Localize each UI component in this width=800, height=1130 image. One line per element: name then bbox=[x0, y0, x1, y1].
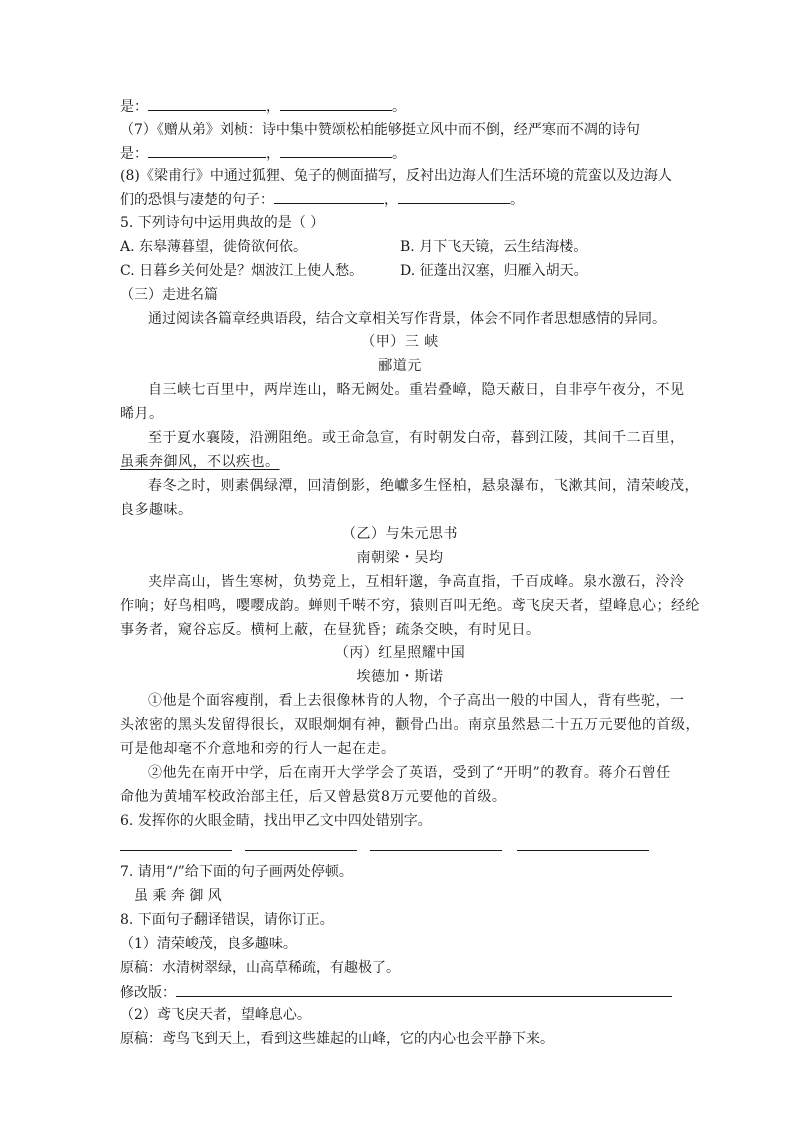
text: 是： bbox=[120, 146, 148, 162]
passage-yi-para: 夹岸高山，皆生寒树，负势竞上，互相轩邈，争高直指，千百成峰。泉水激石，泠泠 bbox=[148, 574, 685, 590]
text: 修改版： bbox=[120, 985, 176, 1001]
text: 。 bbox=[392, 146, 406, 162]
passage-jia-title: （甲）三 峡 bbox=[361, 334, 439, 350]
text: 。 bbox=[510, 192, 524, 208]
option-c: C. 日暮乡关何处是？烟波江上使人愁。 bbox=[120, 263, 364, 279]
question-7: （7）《赠从弟》刘桢：诗中集中赞颂松柏能够挺立风中而不倒，经严寒而不凋的诗句 bbox=[120, 122, 640, 138]
passage-bing-title: （丙）红星照耀中国 bbox=[334, 645, 466, 661]
passage-bing-para: 命他为黄埔军校政治部主任，后又曾悬赏8万元要他的首级。 bbox=[120, 789, 507, 805]
question-8-prompt: 8. 下面句子翻译错误，请你订正。 bbox=[120, 912, 334, 928]
passage-jia-para: 良多趣味。 bbox=[120, 502, 193, 518]
passage-jia-author: 郦道元 bbox=[378, 358, 422, 374]
option-b: B. 月下飞天镜，云生结海楼。 bbox=[400, 239, 588, 255]
passage-yi-para: 作响；好鸟相鸣，嘤嘤成韵。蝉则千啭不穷，猿则百叫无绝。鸢飞戾天者，望峰息心；经纶 bbox=[120, 598, 700, 614]
text: ， bbox=[384, 192, 398, 208]
passage-bing-para: ②他先在南开中学，后在南开大学学会了英语，受到了“开明”的教育。蒋介石曾任 bbox=[148, 765, 671, 781]
option-d: D. 征蓬出汉塞，归雁入胡天。 bbox=[400, 263, 588, 279]
question-5: 5. 下列诗句中运用典故的是（ ） bbox=[120, 215, 325, 231]
question-8-item: （1）清荣峻茂，良多趣味。 bbox=[120, 936, 297, 952]
text: ， bbox=[266, 146, 280, 162]
passage-bing-para: ①他是个面容瘦削，看上去很像林肯的人物，个子高出一般的中国人，背有些驼，一 bbox=[148, 693, 685, 709]
passage-jia-para: 自三峡七百里中，两岸连山，略无阙处。重岩叠嶂，隐天蔽日，自非亭午夜分，不见 bbox=[148, 382, 685, 398]
original-translation: 原稿：鸢鸟飞到天上，看到这些雄起的山峰，它的内心也会平静下来。 bbox=[120, 1031, 554, 1047]
text: 是： bbox=[120, 99, 148, 115]
question-6: 6. 发挥你的火眼金睛，找出甲乙文中四处错别字。 bbox=[120, 813, 432, 829]
passage-jia-para: 晞月。 bbox=[120, 406, 164, 422]
text: ， bbox=[266, 99, 280, 115]
section-heading: （三）走进名篇 bbox=[120, 287, 218, 303]
passage-yi-title: （乙）与朱元思书 bbox=[342, 526, 458, 542]
question-8: (8)《梁甫行》中通过狐狸、兔子的侧面描写，反衬出边海人们生活环境的荒蛮以及边海人 bbox=[120, 168, 672, 184]
text: 们的恐惧与凄楚的句子： bbox=[120, 192, 274, 208]
passage-bing-para: 可是他却毫不介意地和旁的行人一起在走。 bbox=[120, 741, 396, 757]
question-7-sentence: 虽 乘 奔 御 风 bbox=[134, 888, 222, 904]
passage-bing-para: 头浓密的黑头发留得很长，双眼炯炯有神，颧骨凸出。南京虽然悬二十五万元要他的首级， bbox=[120, 717, 700, 733]
option-a: A. 东皋薄暮望，徙倚欲何依。 bbox=[120, 239, 308, 255]
question-7-prompt: 7. 请用“/”给下面的句子画两处停顿。 bbox=[120, 864, 353, 880]
section-intro: 通过阅读各篇章经典语段，结合文章相关写作背景，体会不同作者思想感情的异同。 bbox=[148, 311, 666, 327]
text: 。 bbox=[392, 99, 406, 115]
question-8-item: （2）鸢飞戾天者，望峰息心。 bbox=[120, 1007, 311, 1023]
underlined-sentence: 虽乘奔御风，不以疾也。 bbox=[120, 454, 280, 470]
passage-jia-para: 春冬之时，则素偶绿潭，回清倒影，绝巘多生怪柏，悬泉瀑布，飞漱其间，清荣峻茂， bbox=[148, 478, 699, 494]
passage-yi-author: 南朝梁・吴均 bbox=[356, 550, 444, 566]
passage-yi-para: 事务者，窥谷忘反。横柯上蔽，在昼犹昏；疏条交映，有时见日。 bbox=[120, 622, 541, 638]
passage-jia-para: 至于夏水襄陵，沿溯阻绝。或王命急宣，有时朝发白帝，暮到江陵，其间千二百里， bbox=[148, 430, 685, 446]
passage-bing-author: 埃德加・斯诺 bbox=[356, 669, 444, 685]
original-translation: 原稿：水清树翠绿，山高草稀疏，有趣极了。 bbox=[120, 960, 400, 976]
